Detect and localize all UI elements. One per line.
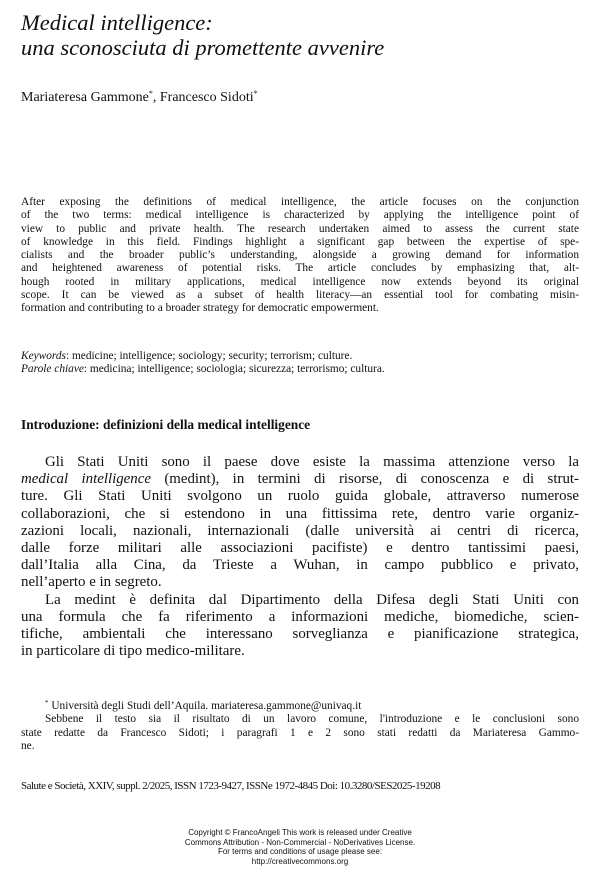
author-footnote-marker: * <box>148 89 153 98</box>
author-name: Mariateresa Gammone <box>21 90 149 105</box>
keywords-text: : medicine; intelligence; sociology; security; terrorism; culture. <box>65 350 353 362</box>
body-line-rest: (medint), in termini di risorse, di conoscenza e di strut- <box>150 471 579 488</box>
body-text <box>21 454 579 660</box>
abstract-line: view to public and private health. The research undertaken aimed to assess the current state <box>21 222 579 235</box>
keywords-italian <box>21 363 581 376</box>
footnote-line: ne. <box>21 740 35 753</box>
affiliation-text: Università degli Studi dell’Aquila. mariateresa.gammone@univaq.it <box>48 700 362 712</box>
body-line: tifiche, ambientali che interessano sorveglianza e pianificazione strategica, <box>21 626 579 643</box>
copyright-notice <box>0 828 600 867</box>
parole-chiave-label: Parole chiave <box>21 363 84 376</box>
abstract <box>21 196 579 316</box>
abstract-line: cialists and the broader public’s understanding, alongside a growing demand for information <box>21 249 579 262</box>
abstract-line: of the two terms: medical intelligence is characterized by applying the intelligence point of <box>21 209 579 222</box>
footnote-marker: * <box>45 699 49 707</box>
footnote-line: Sebbene il testo sia il risultato di un lavoro comune, l'introduzione e le conclusioni sono <box>45 713 579 726</box>
journal-citation: Salute e Società, XXIV, suppl. 2/2025, ISSN 1723-9427, ISSNe 1972-4845 Doi: 10.3280/SES2025-19208 <box>21 780 441 792</box>
title-line: una sconosciuta di promettente avvenire <box>21 35 385 60</box>
keywords-block <box>21 350 581 377</box>
body-line: dall’Italia alla Cina, da Trieste a Wuhan, in campo pubblico e privato, <box>21 557 579 574</box>
copyright-line: Copyright © FrancoAngeli This work is released under Creative <box>188 828 412 837</box>
abstract-line: of knowledge in this field. Findings highlight a significant gap between the expertise of spe- <box>21 235 579 248</box>
copyright-line: For terms and conditions of usage please see: <box>217 847 383 857</box>
abstract-line: hough rooted in military applications, medical intelligence now extends beyond its original <box>21 275 579 288</box>
parole-chiave-text: : medicina; intelligence; sociologia; sicurezza; terrorismo; cultura. <box>83 363 385 376</box>
body-line <box>21 471 579 488</box>
keywords-english <box>21 350 581 363</box>
footnote-line: state redatte da Francesco Sidoti; i paragrafi 1 e 2 sono stati redatti da Mariateresa Gammo- <box>21 726 579 739</box>
abstract-line: and heightened awareness of potential risks. The article concludes by emphasizing that, alt- <box>21 262 579 275</box>
author-separator: , <box>152 90 160 105</box>
article-title <box>21 10 581 60</box>
author-list <box>21 85 258 107</box>
keywords-label: Keywords <box>21 350 66 362</box>
footnote <box>21 697 579 754</box>
footnote-affiliation <box>21 697 579 713</box>
body-line: nell’aperto e in segreto. <box>21 574 162 591</box>
body-line: Gli Stati Uniti sono il paese dove esiste la massima attenzione verso la <box>45 454 579 470</box>
body-line: una formula che fa riferimento a informazioni mediche, biomediche, scien- <box>21 608 579 625</box>
title-line: Medical intelligence: <box>21 10 213 35</box>
body-line: dalle forze militari alle associazioni pacifiste) e dentro tantissimi paesi, <box>21 540 579 557</box>
abstract-line: After exposing the definitions of medical intelligence, the article focuses on the conjunction <box>21 196 579 208</box>
section-heading: Introduzione: definizioni della medical intelligence <box>21 417 311 432</box>
body-line: ture. Gli Stati Uniti svolgono un ruolo guida globale, attraverso numerose <box>21 488 579 505</box>
body-line: in particolare di tipo medico-militare. <box>21 643 245 660</box>
abstract-line: scope. It can be viewed as a subset of health literacy—an essential tool for combating misin- <box>21 289 579 302</box>
medical-intelligence-term: medical intelligence <box>21 471 151 488</box>
author-name: Francesco Sidoti <box>159 90 254 105</box>
author-footnote-marker: * <box>253 89 258 98</box>
abstract-line: formation and contributing to a broader strategy for democratic empowerment. <box>21 302 379 315</box>
copyright-link[interactable]: http://creativecommons.org <box>251 857 349 867</box>
body-line: collaborazioni, che si estendono in una fittissima rete, dentro varie organiz- <box>21 505 579 522</box>
body-line: zazioni locali, nazionali, internazionali (dalle università ai centri di ricerca, <box>21 522 579 539</box>
copyright-line: Commons Attribution - Non-Commercial - NoDerivatives License. <box>184 837 416 847</box>
body-line: La medint è definita dal Dipartimento della Difesa degli Stati Uniti con <box>45 591 579 608</box>
